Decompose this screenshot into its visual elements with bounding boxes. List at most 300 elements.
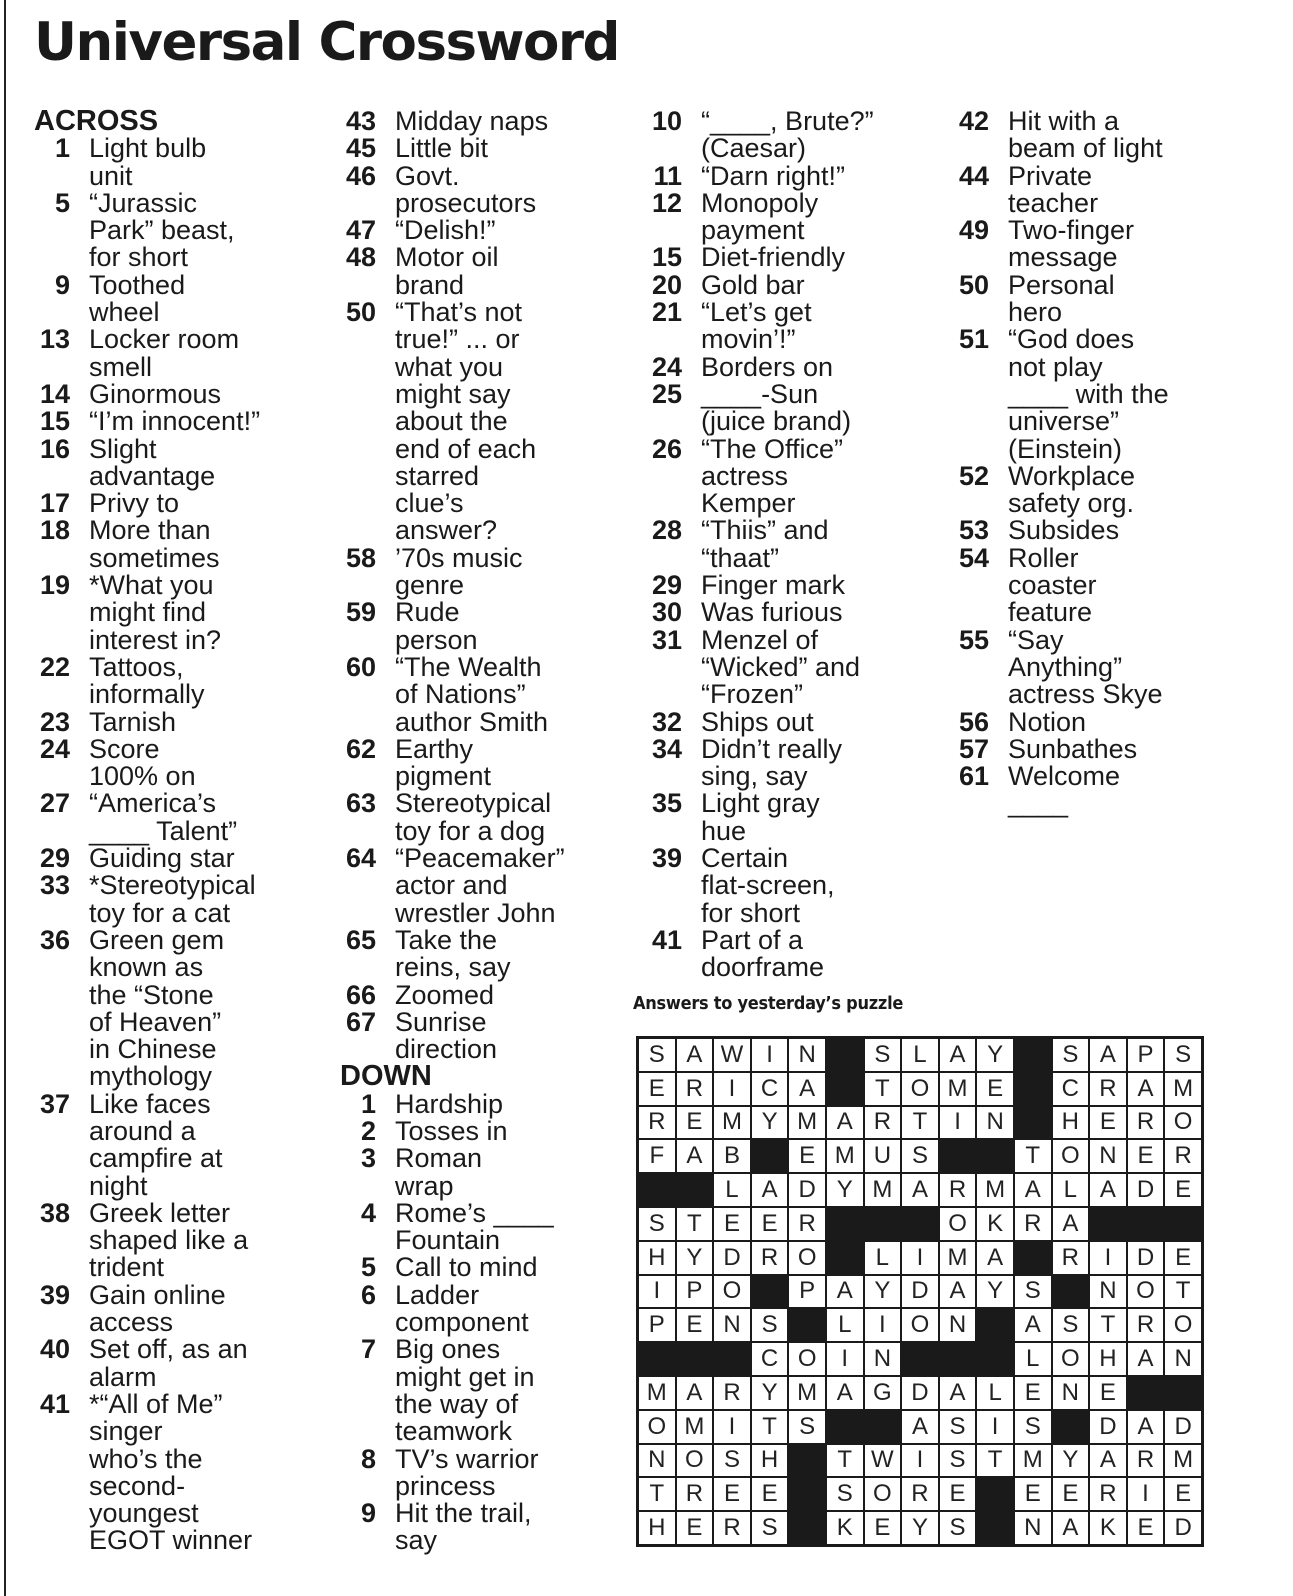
grid-cell: R <box>788 1207 826 1241</box>
grid-cell: E <box>1014 1376 1052 1410</box>
grid-cell: I <box>864 1308 902 1342</box>
grid-cell: E <box>1127 1511 1165 1545</box>
grid-cell: A <box>976 1241 1014 1275</box>
clue <box>953 542 1243 628</box>
clue-number: 63 <box>345 788 376 819</box>
grid-cell: A <box>1089 1444 1127 1478</box>
clue-text: Take the reins, say <box>395 924 511 983</box>
grid-cell: O <box>638 1410 676 1444</box>
clue <box>646 160 936 191</box>
black-square <box>1127 1376 1165 1410</box>
clue <box>34 1336 324 1391</box>
grid-cell: A <box>676 1376 714 1410</box>
grid-cell: H <box>638 1241 676 1275</box>
clue-text: “Peacemaker” actor and wrestler John <box>395 843 565 928</box>
grid-cell: R <box>1127 1444 1165 1478</box>
grid-cell: D <box>788 1173 826 1207</box>
clue-text: *“All of Me” singer who’s the second- youngest EGOT winner <box>89 1388 253 1556</box>
clue-number: 29 <box>39 843 70 874</box>
grid-cell: A <box>826 1106 864 1140</box>
grid-cell: S <box>1052 1308 1090 1342</box>
grid-cell: O <box>1052 1342 1090 1376</box>
clue <box>953 624 1243 710</box>
grid-cell: O <box>788 1342 826 1376</box>
clue-number: 10 <box>651 106 682 136</box>
clue-number: 33 <box>39 870 70 901</box>
grid-cell: S <box>1052 1038 1090 1072</box>
grid-cell: E <box>788 1139 826 1173</box>
clue <box>340 733 630 792</box>
grid-cell: E <box>1089 1376 1127 1410</box>
grid-cell: N <box>1089 1275 1127 1309</box>
clue-number: 24 <box>39 733 70 764</box>
grid-cell: R <box>1164 1139 1202 1173</box>
clue-number: 19 <box>39 570 70 601</box>
black-square <box>976 1139 1014 1173</box>
clue <box>646 706 936 737</box>
clue <box>34 326 324 381</box>
black-square <box>939 1342 977 1376</box>
grid-cell: W <box>864 1444 902 1478</box>
clue-text: Sunrise direction <box>395 1006 498 1065</box>
clue-text: Two-finger message <box>1008 215 1135 273</box>
grid-cell: L <box>901 1038 939 1072</box>
black-square <box>901 1342 939 1376</box>
clue-text: Didn’t really sing, say <box>701 733 843 792</box>
clue-text: TV’s warrior princess <box>395 1443 539 1501</box>
grid-cell: R <box>676 1072 714 1106</box>
clue <box>953 517 1243 544</box>
clue-text: Midday naps <box>395 106 549 136</box>
black-square <box>1014 1241 1052 1275</box>
grid-cell: A <box>901 1410 939 1444</box>
grid-cell: D <box>901 1275 939 1309</box>
clue <box>340 924 630 983</box>
grid-cell: A <box>1089 1173 1127 1207</box>
clue <box>340 1254 630 1281</box>
clue <box>340 599 630 654</box>
clue <box>646 244 936 271</box>
black-square <box>901 1207 939 1241</box>
clue-number: 1 <box>54 133 70 164</box>
clue <box>340 299 630 545</box>
clue <box>340 1088 630 1119</box>
clue-number: 9 <box>360 1498 376 1529</box>
clue-text: Welcome ____ <box>1008 761 1121 819</box>
clue <box>340 1197 630 1256</box>
clue-text: “Delish!” <box>395 215 496 246</box>
clue <box>340 217 630 244</box>
grid-cell: R <box>901 1477 939 1511</box>
clue <box>646 108 936 163</box>
clue-number: 23 <box>39 706 70 737</box>
grid-cell: O <box>1052 1139 1090 1173</box>
clue-text: ____-Sun (juice brand) <box>701 378 852 437</box>
grid-cell: N <box>638 1444 676 1478</box>
grid-cell: S <box>1014 1410 1052 1444</box>
clue <box>953 763 1243 818</box>
grid-cell: F <box>638 1139 676 1173</box>
grid-cell: E <box>713 1477 751 1511</box>
clue-number: 60 <box>345 651 376 682</box>
clue-text: Slight advantage <box>89 433 216 491</box>
clue-number: 31 <box>651 624 682 655</box>
clue <box>34 517 324 572</box>
grid-cell: E <box>976 1072 1014 1106</box>
clue-text: Borders on <box>701 351 834 382</box>
clue-text: Private teacher <box>1008 160 1099 218</box>
grid-cell: S <box>1014 1275 1052 1309</box>
grid-cell: D <box>1127 1173 1165 1207</box>
grid-cell: T <box>1089 1308 1127 1342</box>
clue <box>340 1006 630 1065</box>
clue-text: Hit the trail, say <box>395 1498 532 1556</box>
clue-text: Tosses in <box>395 1115 508 1146</box>
grid-cell: M <box>939 1072 977 1106</box>
clue <box>34 1279 324 1338</box>
clue <box>953 108 1243 163</box>
clue-number: 12 <box>651 187 682 218</box>
clue <box>34 378 324 409</box>
clue-number: 37 <box>39 1088 70 1119</box>
grid-cell: A <box>676 1038 714 1072</box>
black-square <box>826 1410 864 1444</box>
grid-cell: E <box>1089 1106 1127 1140</box>
clue-text: Monopoly payment <box>701 187 819 246</box>
grid-cell: M <box>976 1173 1014 1207</box>
clue <box>340 1279 630 1338</box>
clue-text: “Darn right!” <box>701 160 846 191</box>
grid-cell: P <box>1127 1038 1165 1072</box>
grid-cell: B <box>713 1139 751 1173</box>
clue-number: 26 <box>651 433 682 464</box>
grid-cell: E <box>751 1207 789 1241</box>
grid-cell: C <box>751 1342 789 1376</box>
clue-number: 47 <box>345 215 376 246</box>
grid-cell: E <box>1164 1173 1202 1207</box>
clue <box>646 599 936 626</box>
page-border <box>4 0 6 1596</box>
clue-text: Earthy pigment <box>395 733 492 792</box>
black-square <box>826 1207 864 1241</box>
black-square <box>638 1173 676 1207</box>
clue-text: Gain online access <box>89 1279 226 1338</box>
clue-number: 30 <box>651 597 682 628</box>
clue-text: Notion <box>1008 706 1087 737</box>
grid-cell: N <box>1052 1376 1090 1410</box>
clue-number: 56 <box>958 706 989 737</box>
grid-cell: I <box>901 1444 939 1478</box>
clue-text: Tattoos, informally <box>89 651 205 710</box>
clue-text: Roman wrap <box>395 1143 483 1201</box>
clue-number: 44 <box>958 160 989 191</box>
clue-number: 64 <box>345 843 376 874</box>
black-square <box>826 1038 864 1072</box>
clue-number: 5 <box>54 187 70 218</box>
grid-cell: A <box>939 1376 977 1410</box>
clue-text: Govt. prosecutors <box>395 160 537 218</box>
grid-cell: K <box>826 1511 864 1545</box>
grid-cell: K <box>976 1207 1014 1241</box>
black-square <box>864 1207 902 1241</box>
black-square <box>676 1173 714 1207</box>
clue <box>340 244 630 299</box>
clue <box>953 217 1243 272</box>
black-square <box>788 1477 826 1511</box>
black-square <box>976 1342 1014 1376</box>
grid-cell: R <box>1052 1241 1090 1275</box>
grid-cell: E <box>676 1106 714 1140</box>
clue-number: 49 <box>958 215 989 246</box>
clue-number: 25 <box>651 378 682 409</box>
clue-number: 43 <box>345 106 376 136</box>
clue-number: 11 <box>653 160 682 191</box>
grid-cell: A <box>826 1376 864 1410</box>
grid-cell: D <box>1164 1511 1202 1545</box>
clue <box>646 187 936 246</box>
grid-cell: L <box>1014 1342 1052 1376</box>
clue-text: Menzel of “Wicked” and “Frozen” <box>701 624 861 710</box>
clue <box>953 160 1243 218</box>
grid-cell: S <box>713 1444 751 1478</box>
clue <box>340 651 630 737</box>
clue-number: 41 <box>39 1388 70 1419</box>
clue-text: Hardship <box>395 1088 504 1119</box>
clue-number: 61 <box>958 761 989 792</box>
clue-column-4 <box>953 108 1243 818</box>
clue-text: Gold bar <box>701 269 805 300</box>
clue-number: 65 <box>345 924 376 955</box>
grid-cell: N <box>1164 1342 1202 1376</box>
clue-text: “The Wealth of Nations” author Smith <box>395 651 549 737</box>
grid-cell: R <box>939 1173 977 1207</box>
clue-number: 48 <box>345 242 376 273</box>
clue-text: “Let’s get movin’!” <box>701 297 812 355</box>
grid-cell: E <box>676 1511 714 1545</box>
clue <box>646 924 936 983</box>
grid-cell: E <box>939 1477 977 1511</box>
clue-number: 14 <box>39 378 70 409</box>
clue-text: More than sometimes <box>89 515 220 573</box>
black-square <box>826 1241 864 1275</box>
clue-text: Ladder component <box>395 1279 529 1338</box>
black-square <box>638 1342 676 1376</box>
grid-cell: E <box>751 1477 789 1511</box>
clue <box>646 378 936 437</box>
clue-number: 15 <box>39 406 70 437</box>
grid-cell: L <box>976 1376 1014 1410</box>
grid-cell: A <box>901 1173 939 1207</box>
grid-cell: I <box>939 1106 977 1140</box>
grid-cell: M <box>826 1139 864 1173</box>
black-square <box>1052 1275 1090 1309</box>
clue <box>34 408 324 435</box>
clue-number: 45 <box>345 133 376 164</box>
grid-cell: R <box>1089 1477 1127 1511</box>
grid-cell: I <box>713 1072 751 1106</box>
clue-number: 8 <box>360 1443 376 1474</box>
grid-cell: R <box>713 1376 751 1410</box>
grid-cell: E <box>1052 1477 1090 1511</box>
clue-number: 39 <box>39 1279 70 1310</box>
grid-cell: E <box>1127 1139 1165 1173</box>
grid-cell: I <box>1127 1477 1165 1511</box>
clue-text: Greek letter shaped like a trident <box>89 1197 249 1283</box>
clue-text: “Thiis” and “thaat” <box>701 515 829 573</box>
clue-text: Zoomed <box>395 979 495 1010</box>
answer-grid <box>636 1036 1204 1547</box>
clue-number: 13 <box>39 324 70 355</box>
grid-cell: L <box>1052 1173 1090 1207</box>
black-square <box>751 1275 789 1309</box>
clue <box>34 1388 324 1556</box>
clue-text: Tarnish <box>89 706 177 737</box>
grid-cell: A <box>1127 1072 1165 1106</box>
black-square <box>788 1308 826 1342</box>
answers-label: Answers to yesterday’s puzzle <box>633 993 904 1014</box>
grid-cell: S <box>638 1038 676 1072</box>
clue-number: 52 <box>958 460 989 491</box>
grid-cell: S <box>638 1207 676 1241</box>
grid-cell: O <box>1164 1106 1202 1140</box>
clue <box>953 326 1243 462</box>
clue-number: 6 <box>360 1279 376 1310</box>
page-title: Universal Crossword <box>34 12 619 73</box>
grid-cell: S <box>826 1477 864 1511</box>
grid-cell: D <box>901 1376 939 1410</box>
grid-cell: N <box>713 1308 751 1342</box>
clue-text: “God does not play ____ with the universe” (Einstein) <box>1008 324 1169 464</box>
clue <box>340 845 630 927</box>
clue-text: Hit with a beam of light <box>1008 106 1163 164</box>
clue-text: Rome’s ____ Fountain <box>395 1197 554 1256</box>
grid-cell: N <box>864 1342 902 1376</box>
clue-number: 20 <box>651 269 682 300</box>
grid-cell: T <box>864 1072 902 1106</box>
clue <box>340 790 630 845</box>
grid-cell: Y <box>676 1241 714 1275</box>
grid-cell: N <box>1014 1511 1052 1545</box>
clue <box>646 845 936 927</box>
grid-cell: A <box>676 1139 714 1173</box>
grid-cell: M <box>864 1173 902 1207</box>
grid-cell: M <box>939 1241 977 1275</box>
clue-text: Little bit <box>395 133 489 164</box>
grid-cell: D <box>1127 1241 1165 1275</box>
grid-cell: N <box>976 1106 1014 1140</box>
clue-number: 46 <box>345 160 376 191</box>
grid-cell: C <box>751 1072 789 1106</box>
clue-text: Sunbathes <box>1008 733 1138 764</box>
grid-cell: E <box>1164 1477 1202 1511</box>
black-square <box>676 1342 714 1376</box>
grid-cell: T <box>976 1444 1014 1478</box>
grid-cell: O <box>901 1072 939 1106</box>
grid-cell: R <box>864 1106 902 1140</box>
clue-text: Ginormous <box>89 378 222 409</box>
grid-cell: D <box>713 1241 751 1275</box>
grid-cell: M <box>1014 1444 1052 1478</box>
clue-text: Workplace safety org. <box>1008 460 1136 519</box>
grid-cell: T <box>751 1410 789 1444</box>
grid-cell: M <box>638 1376 676 1410</box>
grid-cell: S <box>864 1038 902 1072</box>
black-square <box>1089 1207 1127 1241</box>
black-square <box>1014 1106 1052 1140</box>
grid-cell: T <box>826 1444 864 1478</box>
grid-cell: C <box>1052 1072 1090 1106</box>
grid-cell: G <box>864 1376 902 1410</box>
clue-number: 1 <box>360 1088 376 1119</box>
clue-number: 15 <box>651 242 682 273</box>
clue-text: Diet-friendly <box>701 242 846 273</box>
grid-cell: S <box>939 1410 977 1444</box>
grid-cell: S <box>751 1308 789 1342</box>
clue <box>340 1443 630 1501</box>
clue-text: Certain flat-screen, for short <box>701 843 835 928</box>
clue-number: 4 <box>360 1197 376 1228</box>
grid-cell: O <box>864 1477 902 1511</box>
clue-text: Light gray hue <box>701 788 820 846</box>
clue-number: 3 <box>360 1143 376 1174</box>
grid-cell: A <box>751 1173 789 1207</box>
clue-text: ’70s music genre <box>395 542 523 601</box>
clue-number: 5 <box>360 1252 376 1283</box>
clue <box>34 1197 324 1283</box>
grid-cell: P <box>638 1308 676 1342</box>
clue <box>340 1145 630 1200</box>
clue-text: Was furious <box>701 597 843 628</box>
clue-text: “America’s ____ Talent” <box>89 788 238 846</box>
clue-number: 55 <box>958 624 989 655</box>
grid-cell: A <box>1127 1342 1165 1376</box>
clue <box>646 572 936 599</box>
grid-cell: H <box>751 1444 789 1478</box>
grid-cell: A <box>1052 1511 1090 1545</box>
clue <box>34 872 324 927</box>
grid-cell: R <box>676 1477 714 1511</box>
grid-cell: O <box>676 1444 714 1478</box>
grid-cell: Y <box>751 1106 789 1140</box>
grid-cell: L <box>713 1173 751 1207</box>
grid-cell: E <box>676 1308 714 1342</box>
grid-cell: L <box>864 1241 902 1275</box>
black-square <box>751 1139 789 1173</box>
clue-column-3 <box>646 108 936 982</box>
clue <box>953 269 1243 328</box>
clue <box>646 733 936 792</box>
clue <box>340 979 630 1010</box>
grid-cell: A <box>1089 1038 1127 1072</box>
clue <box>646 517 936 572</box>
clue-text: Set off, as an alarm <box>89 1334 248 1392</box>
grid-cell: Y <box>901 1511 939 1545</box>
grid-cell: A <box>1014 1308 1052 1342</box>
grid-cell: O <box>939 1207 977 1241</box>
clue-column-2 <box>340 108 630 1555</box>
clue-number: 36 <box>39 924 70 955</box>
clue-number: 40 <box>39 1334 70 1365</box>
clue <box>340 1115 630 1146</box>
grid-cell: M <box>788 1106 826 1140</box>
grid-cell: I <box>901 1241 939 1275</box>
grid-cell: S <box>788 1410 826 1444</box>
clue-text: *Stereotypical toy for a cat <box>89 870 256 928</box>
grid-cell: N <box>939 1308 977 1342</box>
clue <box>34 187 324 273</box>
grid-cell: O <box>713 1275 751 1309</box>
clue <box>340 1500 630 1555</box>
